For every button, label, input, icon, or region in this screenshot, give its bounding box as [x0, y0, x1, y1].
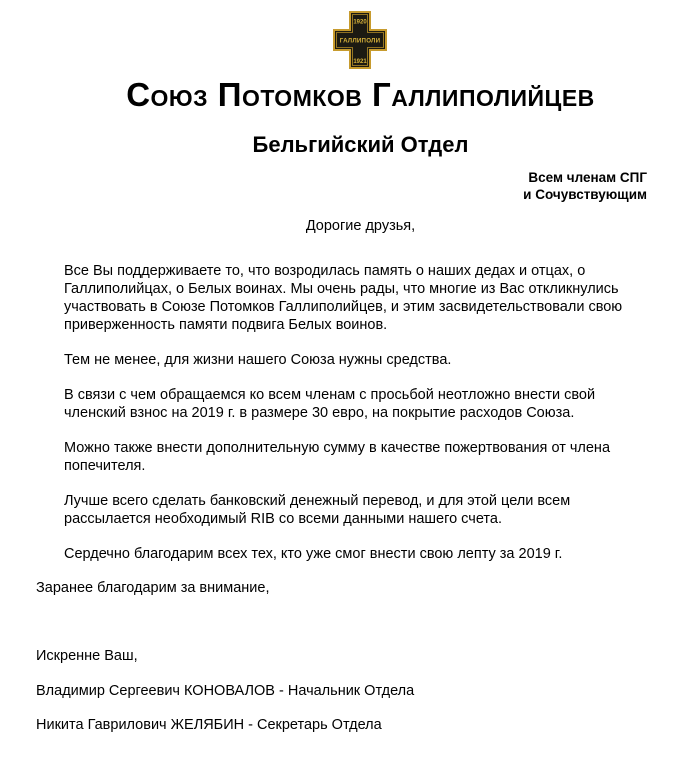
closing-thanks: Заранее благодарим за внимание,	[36, 580, 270, 596]
cross-inscription: ГАЛЛИПОЛИ	[339, 37, 381, 45]
closing-sincerely: Искренне Ваш,	[36, 648, 138, 664]
gallipoli-cross-icon	[333, 11, 387, 69]
signature-secretary: Никита Гаврилович ЖЕЛЯБИН - Секретарь Отдела	[36, 717, 382, 733]
organization-title: Союз Потомков Галлиполийцев	[126, 76, 595, 113]
salutation: Дорогие друзья,	[305, 218, 416, 234]
paragraph: Все Вы поддерживаете то, что возродилась память о наших дедах и отцах, о Галлиполийцах, о Белых воинах. Мы очень рады, что многие из Вас откликнулись участвовать в Союзе Потомков Галлиполийцев, и этим засвидетельствовали свою приверженность памяти подвига Белых воинов.	[64, 263, 623, 333]
recipient-line-1: Всем членам СПГ	[528, 170, 647, 185]
paragraph: В связи с чем обращаемся ко всем членам с просьбой неотложно внести свой членский взнос на 2019 г. в размере 30 евро, на покрытие расходов Союза.	[64, 387, 596, 421]
signature-chief: Владимир Сергеевич КОНОВАЛОВ - Начальник Отдела	[36, 683, 415, 699]
letter-body	[64, 262, 632, 580]
cross-year-top: 1920	[353, 19, 367, 26]
recipient-line-2: и Сочувствующим	[523, 187, 647, 202]
paragraph: Лучше всего сделать банковский денежный перевод, и для этой цели всем рассылается необходимый RIB со всеми данными нашего счета.	[64, 493, 571, 527]
department-subtitle: Бельгийский Отдел	[252, 132, 469, 157]
paragraph: Тем не менее, для жизни нашего Союза нужны средства.	[64, 352, 452, 368]
gallipoli-cross-emblem	[333, 11, 387, 69]
paragraph: Сердечно благодарим всех тех, кто уже смог внести свою лепту за 2019 г.	[64, 546, 563, 562]
paragraph: Можно также внести дополнительную сумму в качестве пожертвования от члена попечителя.	[64, 440, 611, 474]
recipient-block	[523, 169, 647, 203]
cross-year-bottom: 1921	[353, 59, 367, 65]
